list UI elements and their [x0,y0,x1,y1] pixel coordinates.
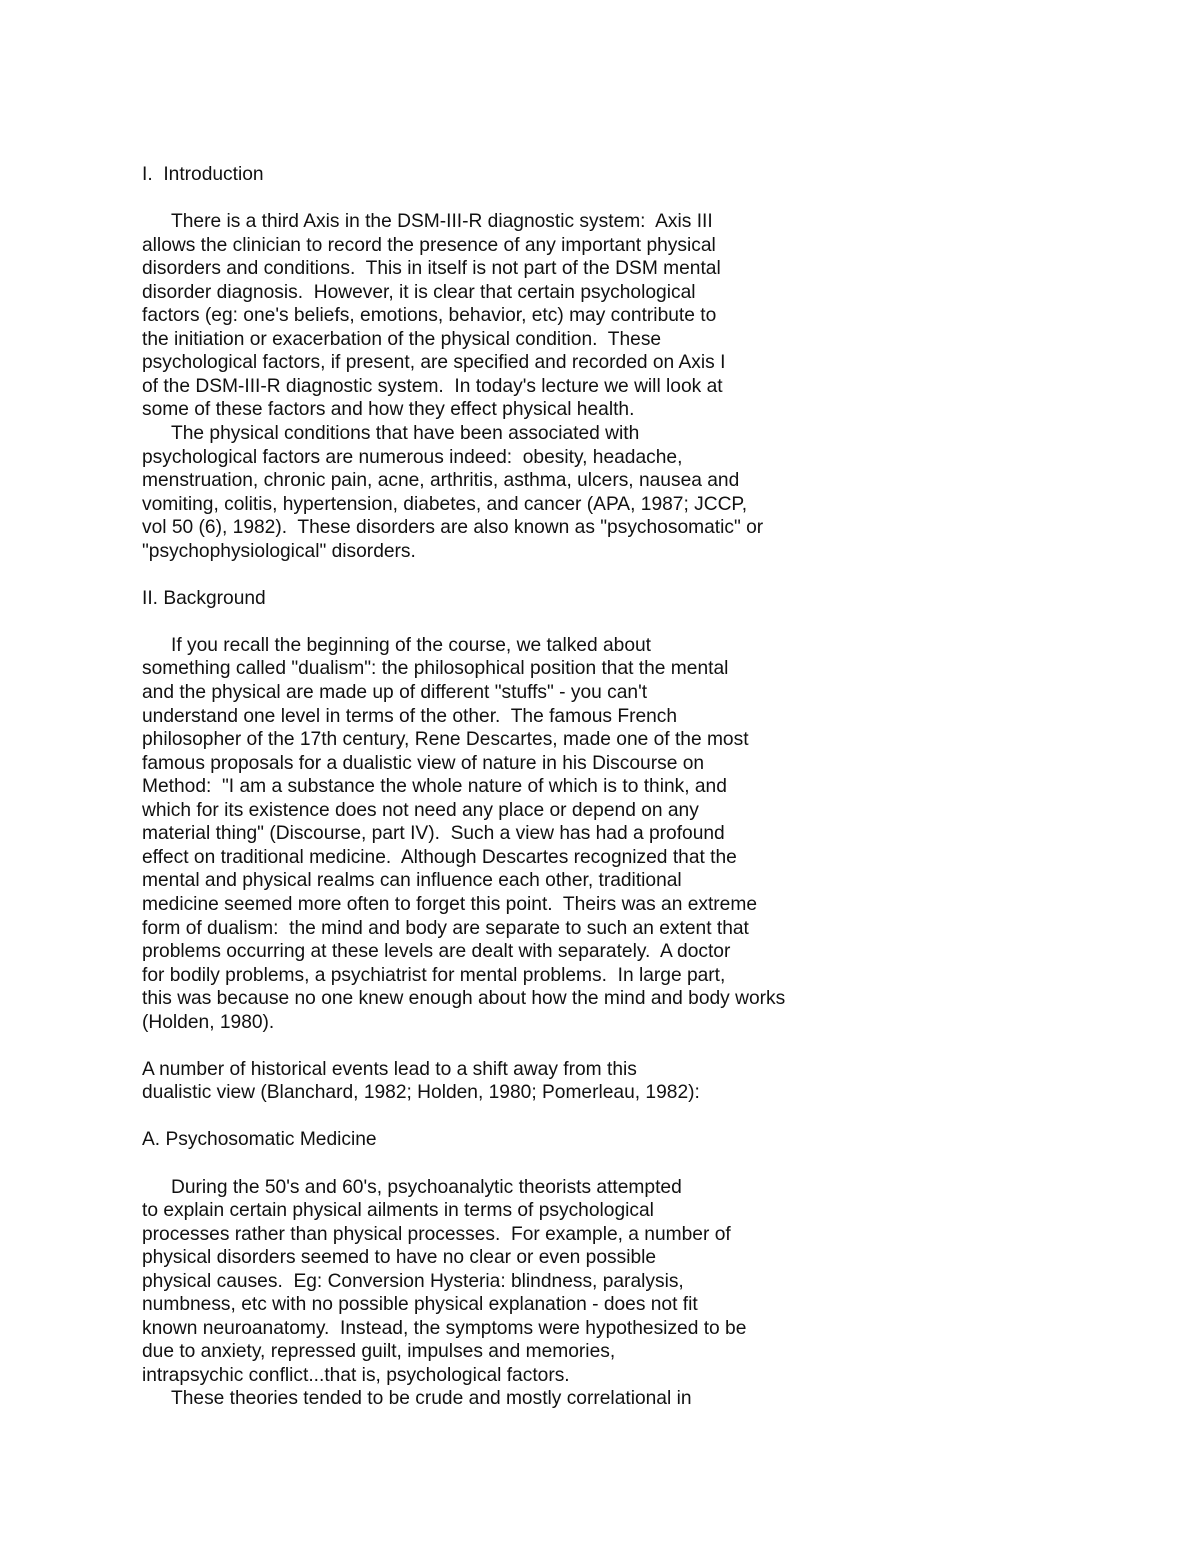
blank-line [142,1152,1142,1176]
text-line: famous proposals for a dualistic view of nature in his Discourse on [142,752,705,774]
document-body [142,163,1142,1411]
text-line: effect on traditional medicine. Although Descartes recognized that the [142,846,737,868]
text-line: medicine seemed more often to forget this point. Theirs was an extreme [142,893,758,915]
text-line: menstruation, chronic pain, acne, arthritis, asthma, ulcers, nausea and [142,470,740,492]
text-line: vol 50 (6), 1982). These disorders are also known as "psychosomatic" or [142,517,764,539]
text-line: the initiation or exacerbation of the physical condition. These [142,328,662,350]
blank-line [142,187,1142,211]
text-line: for bodily problems, a psychiatrist for mental problems. In large part, [142,964,726,986]
text-line: disorders and conditions. This in itself is not part of the DSM mental [142,258,721,280]
text-line: known neuroanatomy. Instead, the symptoms were hypothesized to be [142,1317,747,1339]
text-line: A number of historical events lead to a shift away from this [142,1058,637,1080]
text-line: mental and physical realms can influence each other, traditional [142,870,682,892]
text-line: and the physical are made up of different "stuffs" - you can't [142,682,648,704]
text-line: Method: "I am a substance the whole nature of which is to think, and [142,776,727,798]
text-line: which for its existence does not need any place or depend on any [142,799,699,821]
text-line: material thing" (Discourse, part IV). Such a view has had a profound [142,823,725,845]
blank-line [142,1105,1142,1129]
blank-line [142,1034,1142,1058]
text-line: some of these factors and how they effect physical health. [142,399,635,421]
subsection-heading-psychosomatic-medicine: A. Psychosomatic Medicine [142,1129,377,1151]
text-line: allows the clinician to record the presence of any important physical [142,234,716,256]
text-line: psychological factors, if present, are specified and recorded on Axis I [142,352,726,374]
text-line: of the DSM-III-R diagnostic system. In today's lecture we will look at [142,375,723,397]
text-line: disorder diagnosis. However, it is clear that certain psychological [142,281,696,303]
section-heading-introduction: I. Introduction [142,164,264,185]
text-line: physical disorders seemed to have no clear or even possible [142,1247,657,1269]
text-line: something called "dualism": the philosophical position that the mental [142,658,729,680]
paragraph-first-line: The physical conditions that have been associated with [171,423,640,445]
text-line: psychological factors are numerous indeed: obesity, headache, [142,446,683,468]
text-line: philosopher of the 17th century, Rene Descartes, made one of the most [142,729,749,751]
text-line: dualistic view (Blanchard, 1982; Holden, 1980; Pomerleau, 1982): [142,1082,700,1104]
text-line: numbness, etc with no possible physical explanation - does not fit [142,1294,698,1316]
blank-line [142,610,1142,634]
text-line: intrapsychic conflict...that is, psychological factors. [142,1364,570,1386]
text-line: understand one level in terms of the other. The famous French [142,705,678,727]
text-line: form of dualism: the mind and body are separate to such an extent that [142,917,749,939]
section-heading-background: II. Background [142,587,266,609]
paragraph-first-line: During the 50's and 60's, psychoanalytic theorists attempted [171,1176,682,1198]
text-line: factors (eg: one's beliefs, emotions, behavior, etc) may contribute to [142,305,717,327]
paragraph-first-line: If you recall the beginning of the course, we talked about [171,634,651,656]
text-line: physical causes. Eg: Conversion Hysteria: blindness, paralysis, [142,1270,684,1292]
blank-line [142,563,1142,587]
paragraph-first-line: These theories tended to be crude and mostly correlational in [171,1388,692,1410]
text-line: processes rather than physical processes. For example, a number of [142,1223,731,1245]
text-line: vomiting, colitis, hypertension, diabetes, and cancer (APA, 1987; JCCP, [142,493,748,515]
text-line: "psychophysiological" disorders. [142,540,416,562]
text-line: (Holden, 1980). [142,1011,275,1033]
text-line: to explain certain physical ailments in terms of psychological [142,1200,654,1222]
text-line: problems occurring at these levels are dealt with separately. A doctor [142,941,731,963]
text-line: due to anxiety, repressed guilt, impulses and memories, [142,1341,616,1363]
paragraph-first-line: There is a third Axis in the DSM-III-R diagnostic system: Axis III [171,211,713,233]
text-line: this was because no one knew enough about how the mind and body works [142,988,786,1010]
